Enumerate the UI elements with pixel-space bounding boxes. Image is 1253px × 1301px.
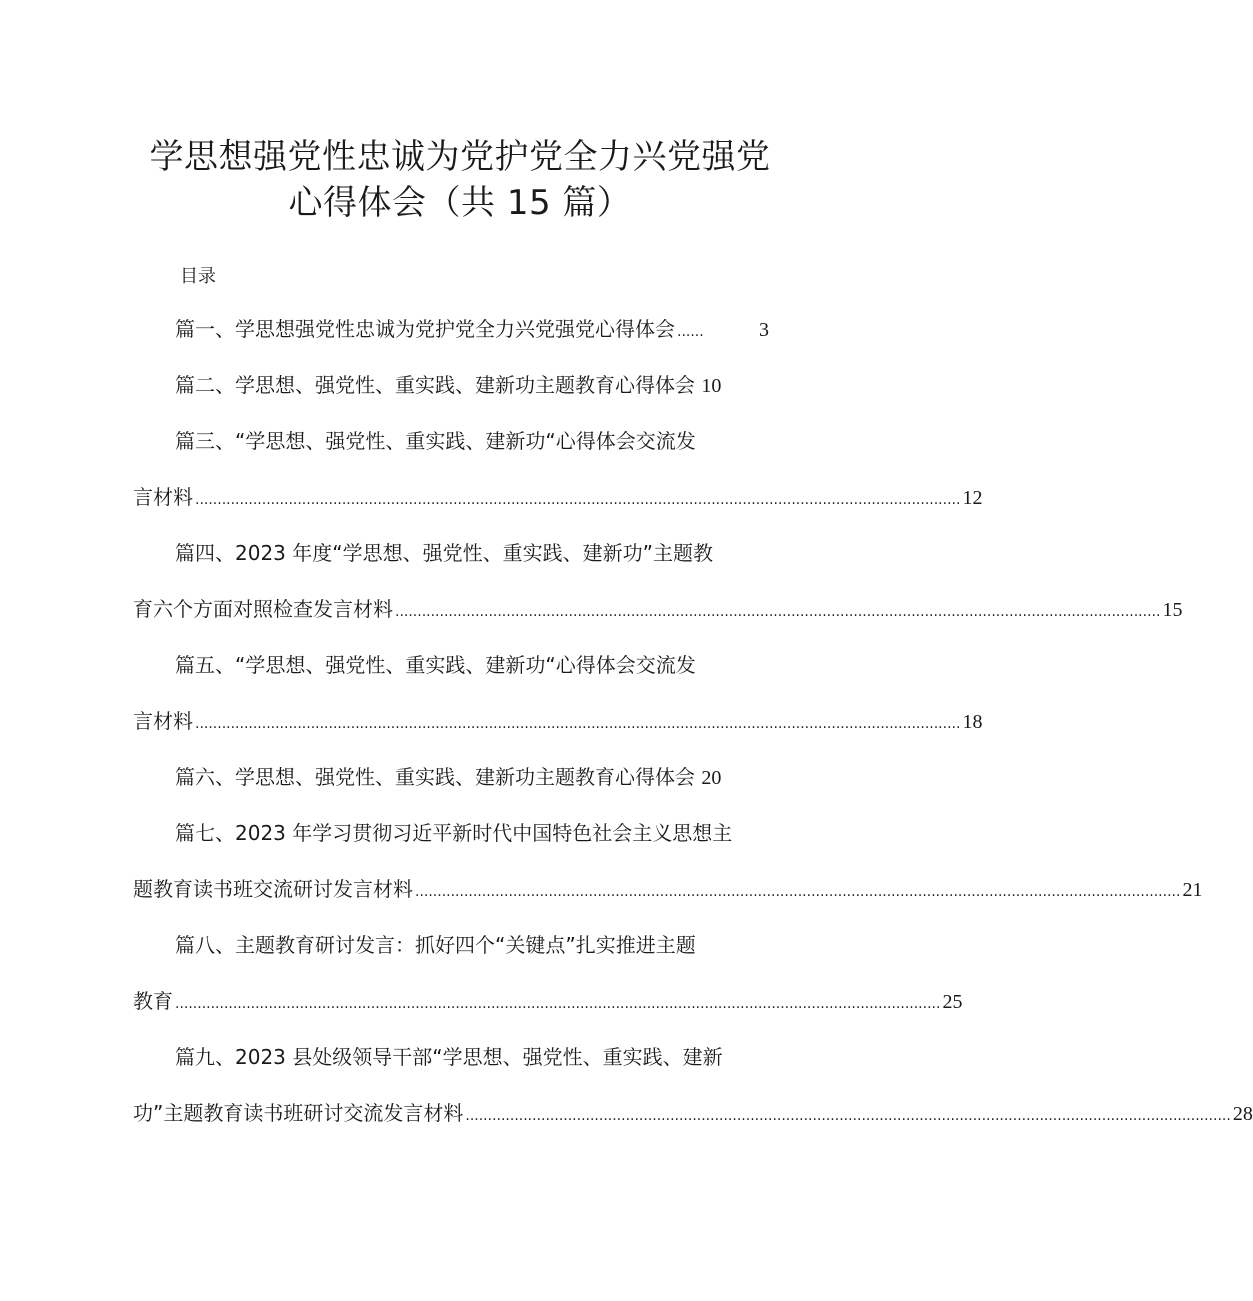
toc-entry-5-line-1[interactable]: 篇五、“学思想、强党性、重实践、建新功“心得体会交流发 — [175, 653, 696, 677]
toc-leader-dots: ............................................................................................................................................................................ — [395, 604, 1161, 620]
toc-entry-9-line-1[interactable]: 篇九、2023 县处级领导干部“学思想、强党性、重实践、建新 — [175, 1045, 723, 1069]
toc-entry-9-page: 28 — [1232, 1103, 1253, 1125]
toc-entry-3-title-cont: 言材料 — [133, 485, 193, 509]
toc-entry-5-page: 18 — [962, 711, 983, 733]
document-title-line-2: 心得体会（共 15 篇） — [288, 183, 632, 223]
toc-entry-7-title-cont: 题教育读书班交流研讨发言材料 — [133, 877, 413, 901]
toc-entry-9-title-cont: 功”主题教育读书班研讨交流发言材料 — [133, 1101, 464, 1125]
toc-entry-1-title: 篇一、学思想强党性忠诚为党护党全力兴党强党心得体会 — [175, 317, 675, 341]
toc-entry-6[interactable] — [175, 762, 721, 793]
toc-entry-6-title: 篇六、学思想、强党性、重实践、建新功主题教育心得体会 — [175, 765, 695, 789]
toc-entry-7-page: 21 — [1182, 879, 1203, 901]
toc-entry-3-page: 12 — [962, 487, 983, 509]
toc-entry-6-page: 20 — [701, 767, 722, 789]
toc-entry-8-line-1[interactable]: 篇八、主题教育研讨发言：抓好四个“关键点”扎实推进主题 — [175, 933, 696, 957]
toc-leader-dots: ............................................................................................................................................................................ — [465, 1108, 1231, 1124]
toc-leader-dots: ............................................................................................................................................................................ — [175, 996, 941, 1012]
toc-leader-dots: ............................................................................................................................................................................ — [195, 492, 961, 508]
toc-entry-5-line-2[interactable] — [133, 706, 983, 739]
toc-entry-4-page: 15 — [1162, 599, 1183, 621]
toc-entry-2[interactable] — [175, 370, 721, 401]
toc-entry-1[interactable] — [175, 314, 769, 347]
toc-entry-1-page: 3 — [759, 319, 769, 341]
toc-entry-7-line-1[interactable]: 篇七、2023 年学习贯彻习近平新时代中国特色社会主义思想主 — [175, 821, 733, 845]
toc-leader-dots: ............................................................................................................................................................................ — [415, 884, 1181, 900]
toc-entry-2-title: 篇二、学思想、强党性、重实践、建新功主题教育心得体会 — [175, 373, 695, 397]
toc-entry-5-title-cont: 言材料 — [133, 709, 193, 733]
toc-entry-3-line-2[interactable] — [133, 482, 983, 515]
toc-entry-9-line-2[interactable] — [133, 1098, 1253, 1131]
toc-heading: 目录 — [180, 266, 216, 287]
toc-entry-4-line-1[interactable]: 篇四、2023 年度“学思想、强党性、重实践、建新功”主题教 — [175, 541, 713, 565]
toc-leader-dots: ............................................................................................................................................................................ — [195, 716, 961, 732]
toc-entry-2-page: 10 — [701, 375, 722, 397]
toc-entry-8-line-2[interactable] — [133, 986, 963, 1019]
toc-leader-dots: ...... — [677, 324, 704, 340]
document-title-line-1: 学思想强党性忠诚为党护党全力兴党强党 — [149, 137, 771, 177]
toc-entry-7-line-2[interactable] — [133, 874, 1203, 907]
toc-entry-4-line-2[interactable] — [133, 594, 1183, 627]
toc-entry-8-page: 25 — [942, 991, 963, 1013]
toc-entry-3-line-1[interactable]: 篇三、“学思想、强党性、重实践、建新功“心得体会交流发 — [175, 429, 696, 453]
toc-entry-8-title-cont: 教育 — [133, 989, 173, 1013]
toc-entry-4-title-cont: 育六个方面对照检查发言材料 — [133, 597, 393, 621]
